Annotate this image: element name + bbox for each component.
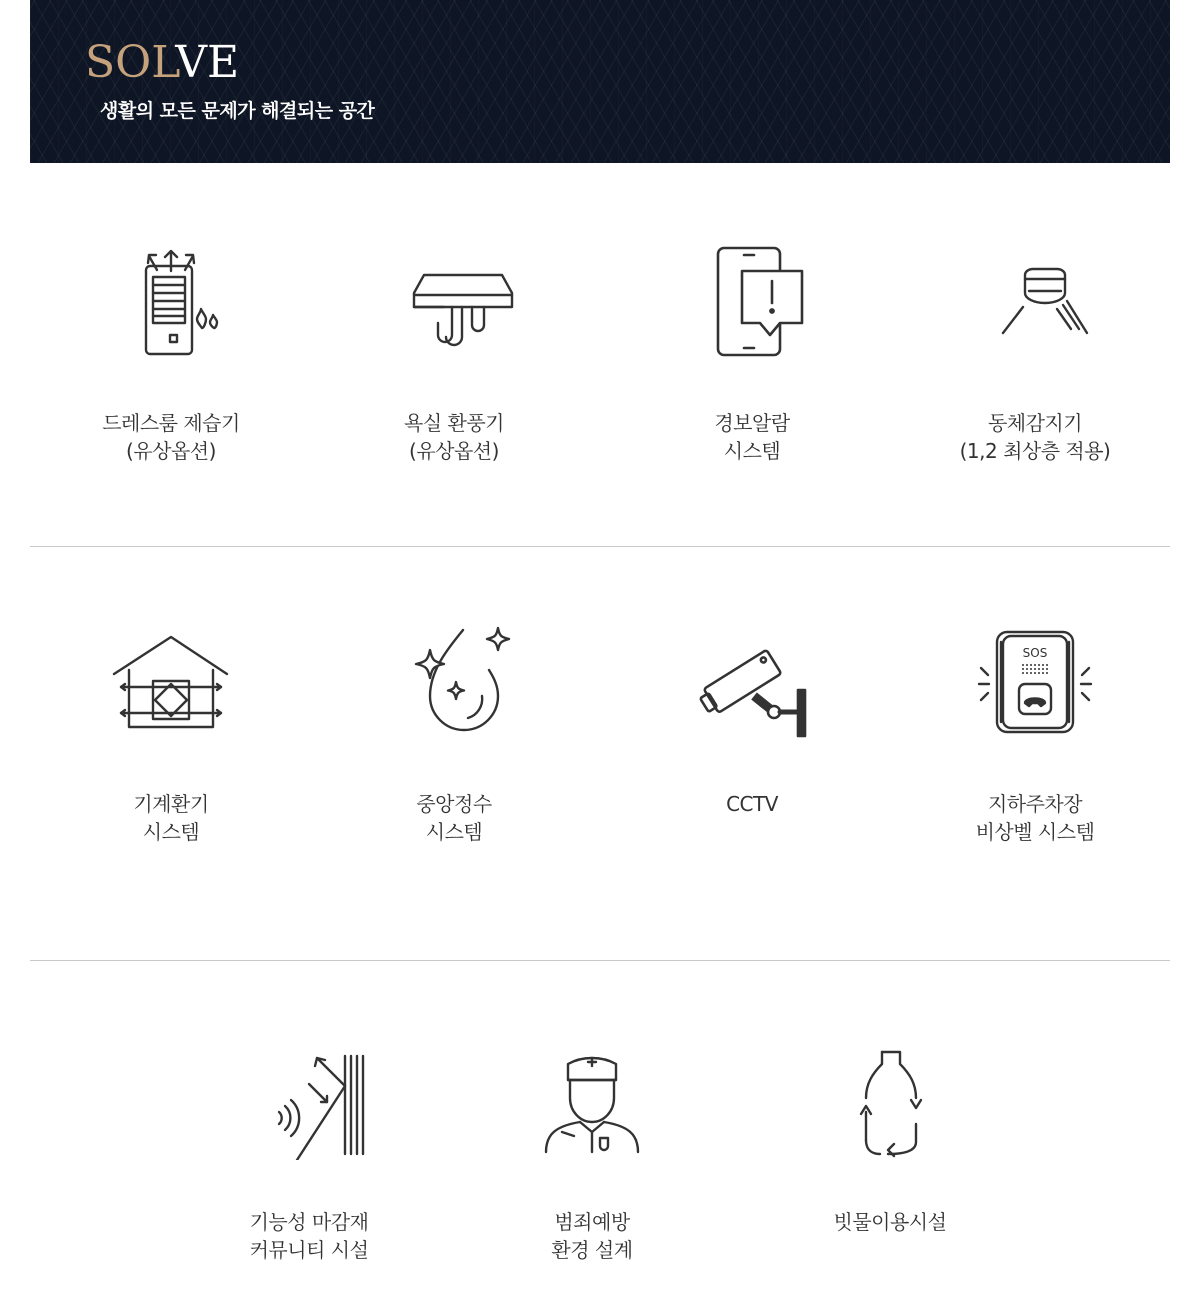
phone-alarm-icon [692, 245, 812, 361]
feature-water-purifier [324, 626, 584, 846]
water-drop-sparkle-icon [394, 626, 514, 742]
feature-label: 드레스룸 제습기 (유상옵션) [102, 411, 240, 463]
banner-subtitle: 생활의 모든 문제가 해결되는 공간 [100, 100, 375, 122]
feature-alarm [622, 245, 882, 465]
rainwater-recycle-icon [830, 1044, 950, 1160]
svg-text:SOS: SOS [1022, 646, 1048, 660]
section-divider [30, 546, 1170, 547]
cctv-camera-icon [692, 626, 812, 742]
feature-label: 지하주차장 비상벨 시스템 [975, 792, 1095, 844]
feature-label: 경보알람 시스템 [714, 411, 790, 463]
dehumidifier-icon [111, 245, 231, 361]
feature-label: 빗물이용시설 [833, 1210, 947, 1234]
sound-barrier-wall-icon [249, 1044, 369, 1160]
house-ventilation-icon [111, 626, 231, 742]
sos-bell-icon [975, 626, 1095, 742]
feature-rainwater [760, 1044, 1020, 1236]
feature-dehumidifier [41, 245, 301, 465]
feature-label: 중앙정수 시스템 [416, 792, 492, 844]
feature-motion-sensor [905, 245, 1165, 465]
feature-label: 동체감지기 (1,2 최상층 적용) [959, 411, 1111, 463]
feature-bathroom-fan [324, 245, 584, 465]
feature-sos-bell [905, 626, 1165, 846]
security-guard-icon [532, 1044, 652, 1160]
feature-label: CCTV [726, 792, 778, 816]
feature-functional-finish [179, 1044, 439, 1264]
feature-label: 욕실 환풍기 (유상옵션) [404, 411, 504, 463]
feature-ventilation [41, 626, 301, 846]
section-divider [30, 960, 1170, 961]
feature-crime-prevention [462, 1044, 722, 1264]
feature-label: 기계환기 시스템 [133, 792, 209, 844]
motion-sensor-icon [975, 245, 1095, 361]
bathroom-fan-icon [394, 245, 514, 361]
feature-label: 기능성 마감재 커뮤니티 시설 [249, 1210, 369, 1262]
feature-label: 범죄예방 환경 설계 [551, 1210, 633, 1262]
banner-title: SOLVE [85, 37, 240, 88]
feature-cctv [622, 626, 882, 818]
solve-banner [30, 0, 1170, 163]
